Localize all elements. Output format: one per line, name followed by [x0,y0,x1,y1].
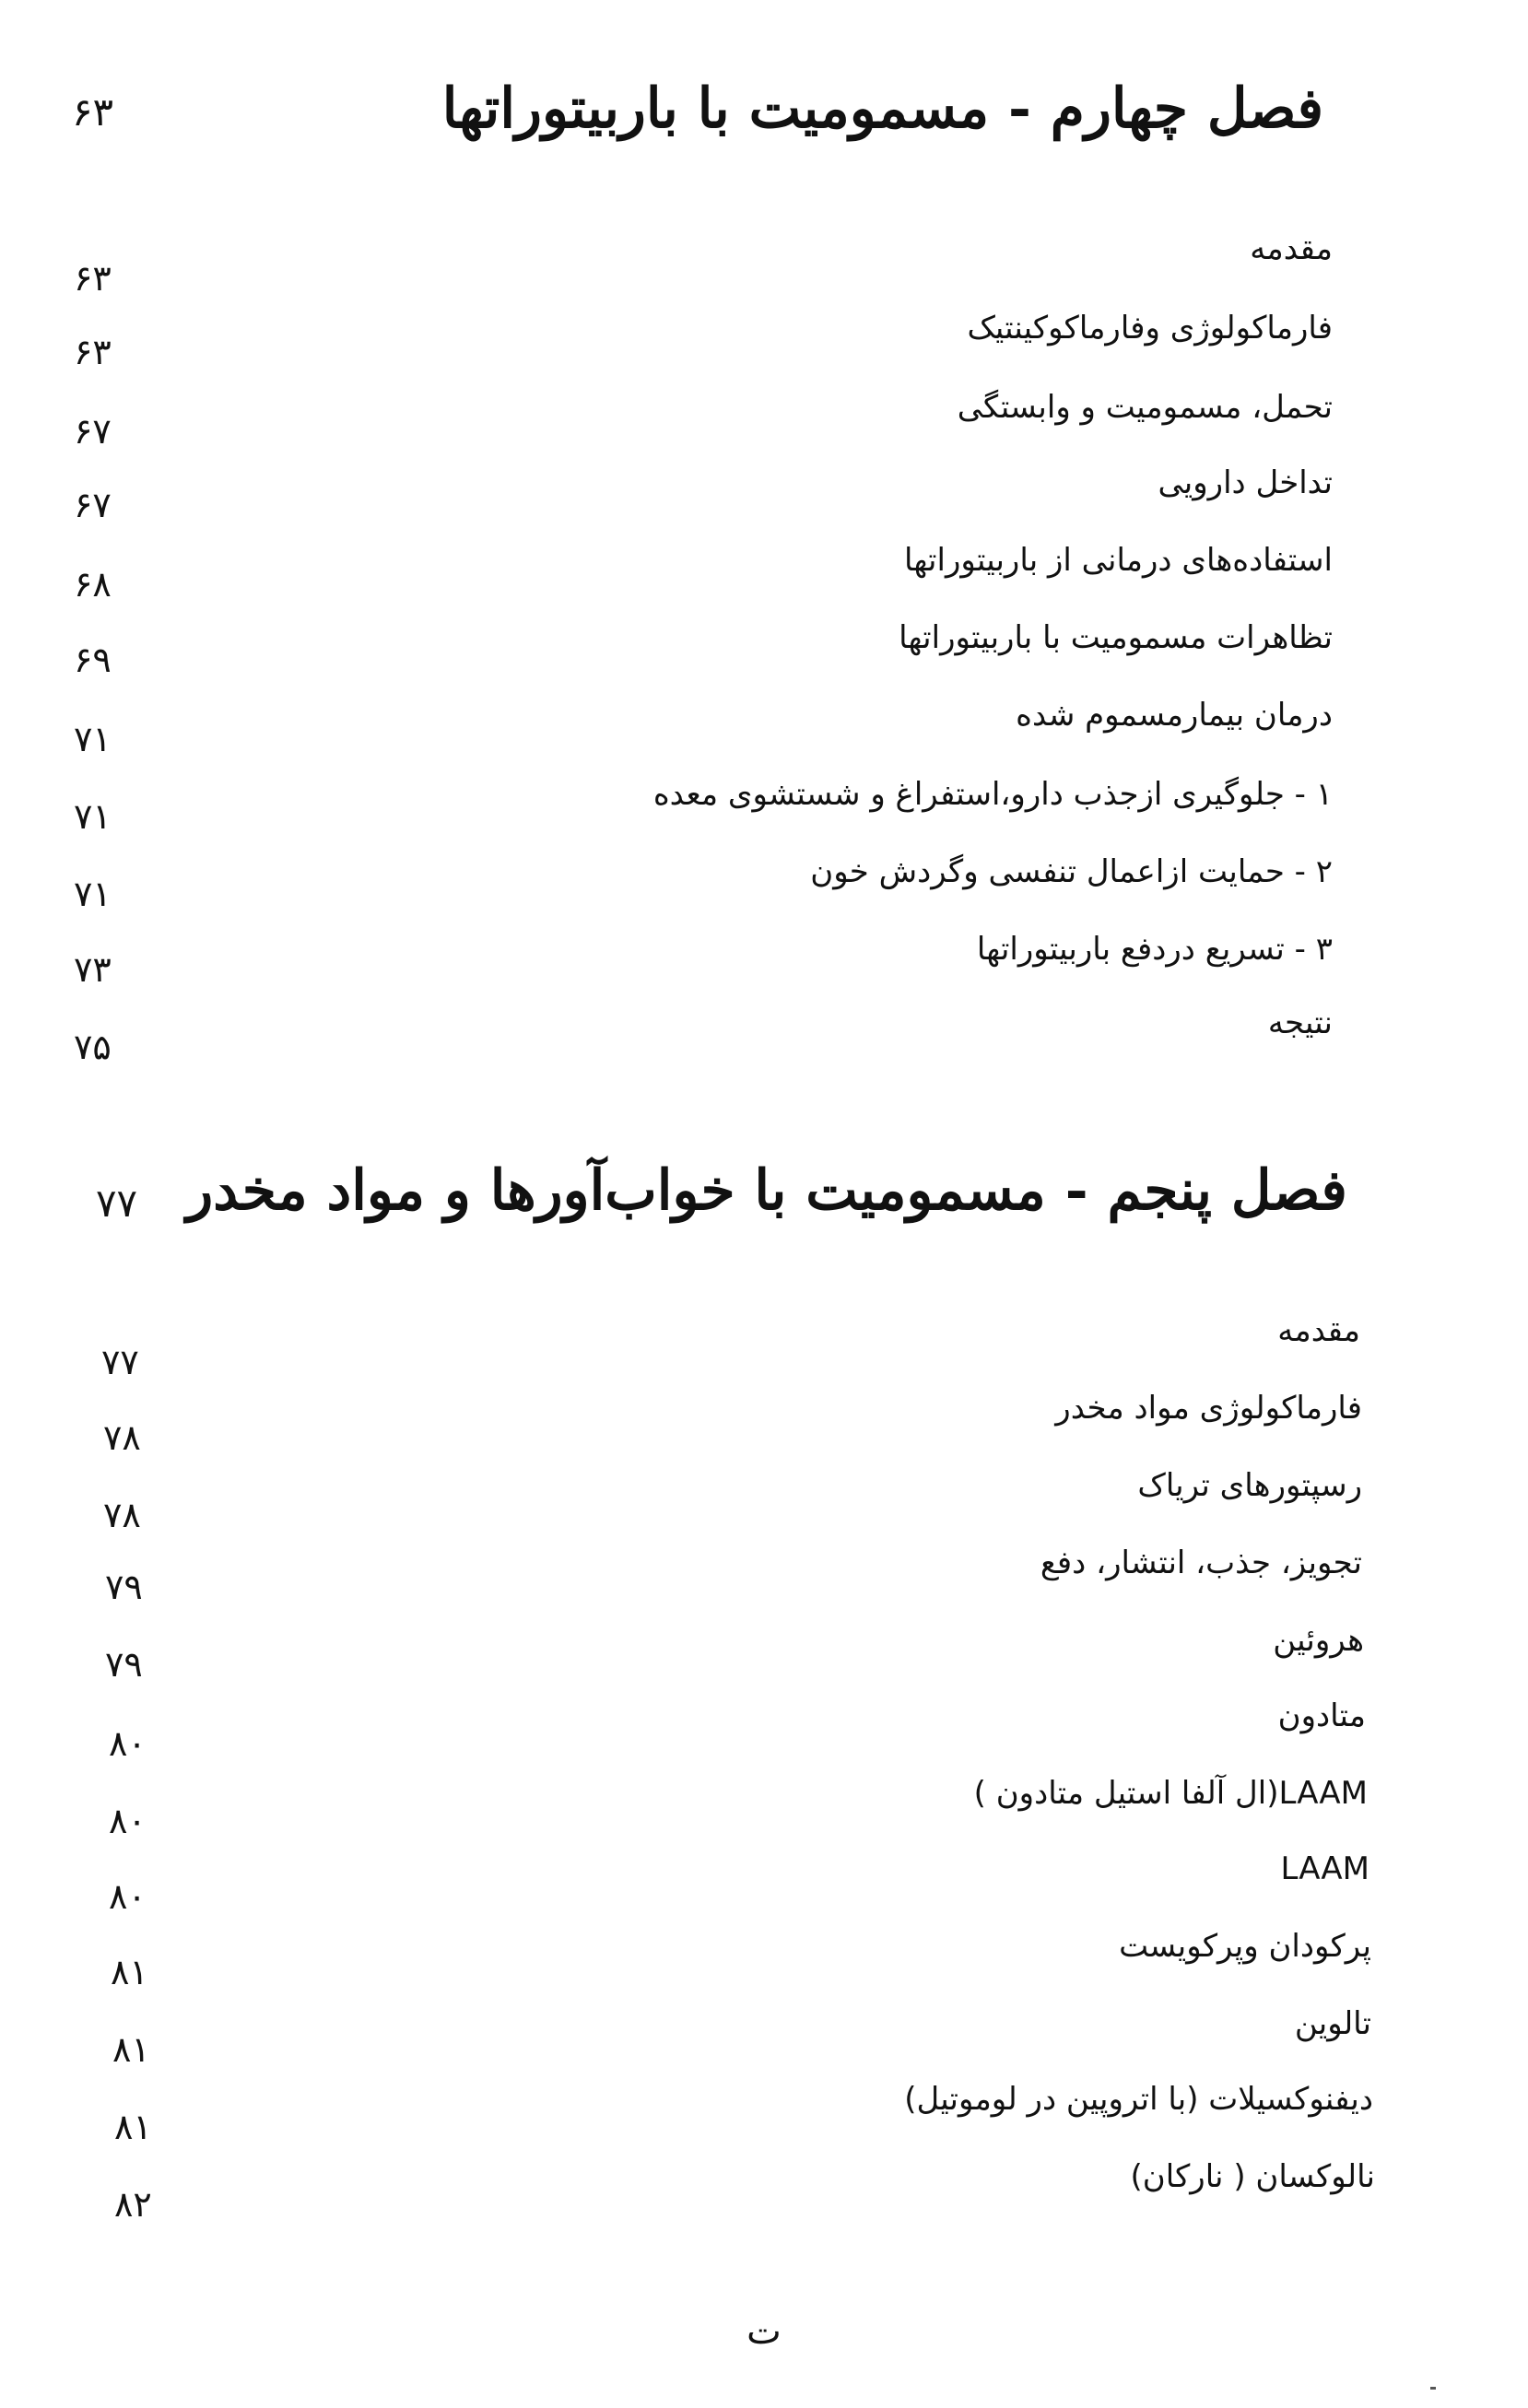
ch4-entry-5-page: ۶۸ [74,564,112,605]
ch5-entry-7: LAAM(ال آلفا استیل متادون ) [973,1775,1368,1812]
ch5-entry-6: متادون [1277,1697,1366,1734]
ch4-entry-9-page: ۷۱ [74,874,112,914]
ch4-entry-1-page: ۶۳ [74,258,112,299]
ch4-entry-2: فارماکولوژی وفارماکوکینتیک [967,310,1333,347]
ch5-entry-4-page: ۷۹ [105,1567,143,1607]
ch4-entry-4: تداخل دارویی [1158,464,1333,501]
ch4-entry-11-page: ۷۵ [74,1027,112,1067]
ch4-entry-7: درمان بیمارمسموم شده [1016,697,1333,734]
chapter-4-page: ۶۳ [72,89,114,135]
ch4-entry-1: مقدمه [1250,230,1333,267]
ch5-entry-2: فارماکولوژی مواد مخدر [1055,1390,1362,1427]
ch5-entry-9-page: ۸۱ [111,1952,148,1992]
ch5-entry-1: مقدمه [1277,1312,1360,1349]
chapter-4-title: فصل چهارم - مسمومیت با باربیتوراتها [441,76,1323,141]
ch5-entry-11-page: ۸۱ [114,2107,152,2147]
ch4-entry-8: ۱ - جلوگیری ازجذب دارو،استفراغ و شستشوی معده [652,776,1333,813]
ch5-entry-12: نالوکسان ( نارکان) [1130,2158,1375,2195]
chapter-5-title: فصل پنجم - مسمومیت با خواب‌آورها و مواد مخدر [186,1158,1347,1223]
ch4-entry-3-page: ۶۷ [74,411,112,452]
ch5-entry-6-page: ۸۰ [109,1723,147,1764]
ch4-entry-9: ۲ - حمایت ازاعمال تنفسی وگردش خون [810,853,1333,890]
ch5-entry-2-page: ۷۸ [103,1417,141,1458]
scan-speck [1430,2387,1436,2390]
ch5-entry-8: LAAM [1280,1850,1369,1887]
ch5-entry-5-page: ۷۹ [105,1644,143,1685]
ch5-entry-3: رسپتورهای تریاک [1137,1467,1362,1504]
ch5-entry-8-page: ۸۰ [109,1876,147,1917]
footer-page-letter: ت [746,2310,782,2353]
ch4-entry-4-page: ۶۷ [74,485,112,525]
ch5-entry-5: هروئین [1273,1622,1364,1659]
ch4-entry-6: تظاهرات مسمومیت با باربیتوراتها [899,619,1333,656]
ch5-entry-12-page: ۸۲ [114,2184,152,2225]
ch4-entry-6-page: ۶۹ [74,640,112,680]
ch4-entry-3: تحمل، مسمومیت و وابستگی [957,389,1333,426]
ch4-entry-11: نتیجه [1267,1004,1333,1041]
ch5-entry-10: تالوین [1294,2005,1371,2042]
ch4-entry-5: استفاده‌های درمانی از باربیتوراتها [904,542,1333,579]
ch5-entry-7-page: ۸۰ [109,1801,147,1841]
ch4-entry-10: ۳ - تسریع دردفع باربیتوراتها [976,931,1333,968]
ch4-entry-8-page: ۷۱ [74,796,112,837]
ch4-entry-7-page: ۷۱ [74,719,112,759]
ch5-entry-1-page: ۷۷ [101,1342,139,1382]
ch5-entry-9: پرکودان وپرکویست [1119,1928,1371,1965]
chapter-5-page: ۷۷ [96,1181,138,1226]
ch4-entry-2-page: ۶۳ [74,332,112,372]
ch4-entry-10-page: ۷۳ [74,949,112,990]
ch5-entry-3-page: ۷۸ [103,1495,141,1535]
ch5-entry-11: دیفنوکسیلات (با اتروپین در لوموتیل) [904,2081,1373,2118]
ch5-entry-10-page: ۸۱ [112,2029,150,2070]
ch5-entry-4: تجویز، جذب، انتشار، دفع [1040,1545,1362,1581]
